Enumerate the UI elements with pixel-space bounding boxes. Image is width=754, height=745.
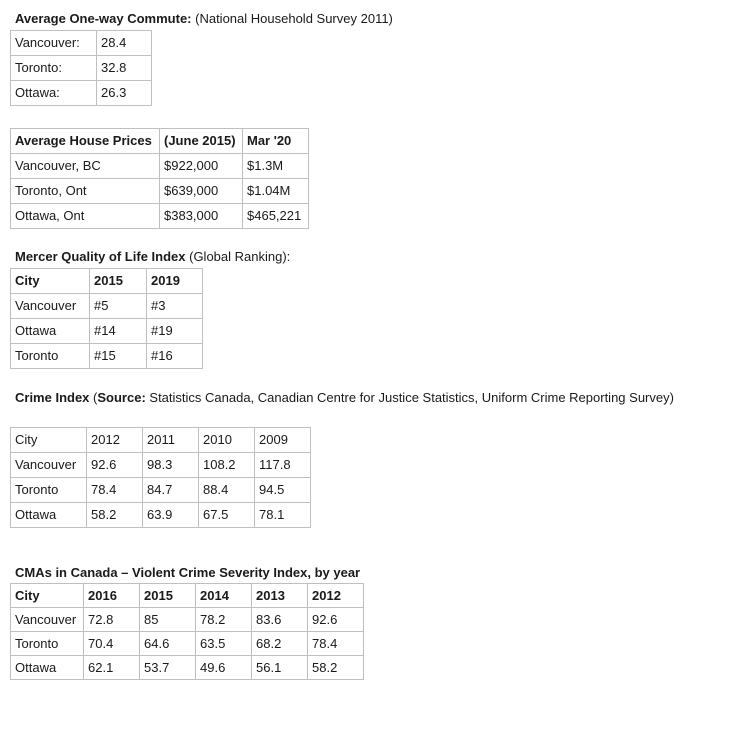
header-cell: (June 2015) [160,129,243,154]
table-cell: $1.04M [243,179,309,204]
table-row [11,503,311,528]
table-cell: 70.4 [84,632,140,656]
table-cell: 78.4 [87,478,143,503]
table-row [11,344,203,369]
table-row [11,608,364,632]
commute-heading [15,11,393,27]
table-cell: #16 [147,344,203,369]
table-cell: $922,000 [160,154,243,179]
header-cell: 2019 [147,269,203,294]
table-row [11,56,152,81]
table-cell: $465,221 [243,204,309,229]
table-cell: 83.6 [252,608,308,632]
table-cell: 78.2 [196,608,252,632]
table-cell: Toronto [11,478,87,503]
header-cell: 2012 [87,428,143,453]
table-cell: #14 [90,319,147,344]
table-cell: #19 [147,319,203,344]
table-header-row [11,428,311,453]
table-cell: Toronto [11,344,90,369]
table-cell: 98.3 [143,453,199,478]
table-cell: 49.6 [196,656,252,680]
table-row [11,204,309,229]
table-cell: 28.4 [97,31,152,56]
table-row [11,179,309,204]
table-row [11,632,364,656]
table-cell: #5 [90,294,147,319]
mercer-subtitle: (Global Ranking): [185,249,291,264]
table-cell: 78.4 [308,632,364,656]
table-cell: 78.1 [255,503,311,528]
table-row [11,478,311,503]
commute-table [10,30,152,106]
header-cell: City [11,428,87,453]
table-cell: $1.3M [243,154,309,179]
table-cell: Vancouver, BC [11,154,160,179]
table-cell: 84.7 [143,478,199,503]
violent-crime-heading [15,565,360,581]
table-row [11,656,364,680]
table-cell: $639,000 [160,179,243,204]
mercer-heading [15,249,290,265]
table-cell: 88.4 [199,478,255,503]
table-header-row [11,269,203,294]
table-cell: 64.6 [140,632,196,656]
table-cell: 68.2 [252,632,308,656]
table-cell: #3 [147,294,203,319]
header-cell: 2011 [143,428,199,453]
table-cell: Ottawa, Ont [11,204,160,229]
table-cell: Toronto [11,632,84,656]
table-cell: Vancouver: [11,31,97,56]
mercer-table [10,268,203,369]
table-row [11,154,309,179]
mercer-title: Mercer Quality of Life Index [15,249,186,264]
table-cell: 67.5 [199,503,255,528]
header-cell: 2016 [84,584,140,608]
violent-crime-table [10,583,364,680]
header-cell: Average House Prices [11,129,160,154]
header-cell: 2009 [255,428,311,453]
table-cell: 62.1 [84,656,140,680]
table-cell: 92.6 [308,608,364,632]
crime-title: Crime Index [15,390,90,405]
table-cell: #15 [90,344,147,369]
table-cell: Toronto, Ont [11,179,160,204]
table-cell: 94.5 [255,478,311,503]
table-cell: 63.5 [196,632,252,656]
table-cell: Ottawa [11,656,84,680]
header-cell: 2015 [90,269,147,294]
table-cell: 85 [140,608,196,632]
table-cell: $383,000 [160,204,243,229]
table-cell: Vancouver [11,294,90,319]
table-cell: 72.8 [84,608,140,632]
header-cell: 2010 [199,428,255,453]
table-cell: Ottawa [11,319,90,344]
table-cell: 56.1 [252,656,308,680]
header-cell: City [11,584,84,608]
table-cell: Ottawa [11,503,87,528]
table-cell: 108.2 [199,453,255,478]
table-row [11,319,203,344]
table-row [11,31,152,56]
header-cell: City [11,269,90,294]
table-header-row [11,584,364,608]
header-cell: 2014 [196,584,252,608]
table-cell: 117.8 [255,453,311,478]
table-cell: 58.2 [87,503,143,528]
table-cell: 63.9 [143,503,199,528]
table-cell: Vancouver [11,608,84,632]
crime-source-label: Source: [97,390,146,405]
crime-heading [15,390,674,406]
commute-source: (National Household Survey 2011) [191,11,393,26]
table-cell: 58.2 [308,656,364,680]
header-cell: 2015 [140,584,196,608]
table-cell: 92.6 [87,453,143,478]
table-cell: Vancouver [11,453,87,478]
table-cell: 53.7 [140,656,196,680]
violent-crime-title: CMAs in Canada – Violent Crime Severity Index, by year [15,565,361,580]
table-row [11,81,152,106]
house-prices-table [10,128,309,229]
table-row [11,294,203,319]
table-cell: Ottawa: [11,81,97,106]
crime-paren: ( [89,390,98,405]
table-cell: Toronto: [11,56,97,81]
table-cell: 26.3 [97,81,152,106]
commute-title: Average One-way Commute: [15,11,192,26]
table-row [11,453,311,478]
crime-source: Statistics Canada, Canadian Centre for Justice Statistics, Uniform Crime Reporting Survey) [145,390,674,405]
header-cell: 2013 [252,584,308,608]
header-cell: Mar '20 [243,129,309,154]
header-cell: 2012 [308,584,364,608]
table-header-row [11,129,309,154]
table-cell: 32.8 [97,56,152,81]
crime-table [10,427,311,528]
